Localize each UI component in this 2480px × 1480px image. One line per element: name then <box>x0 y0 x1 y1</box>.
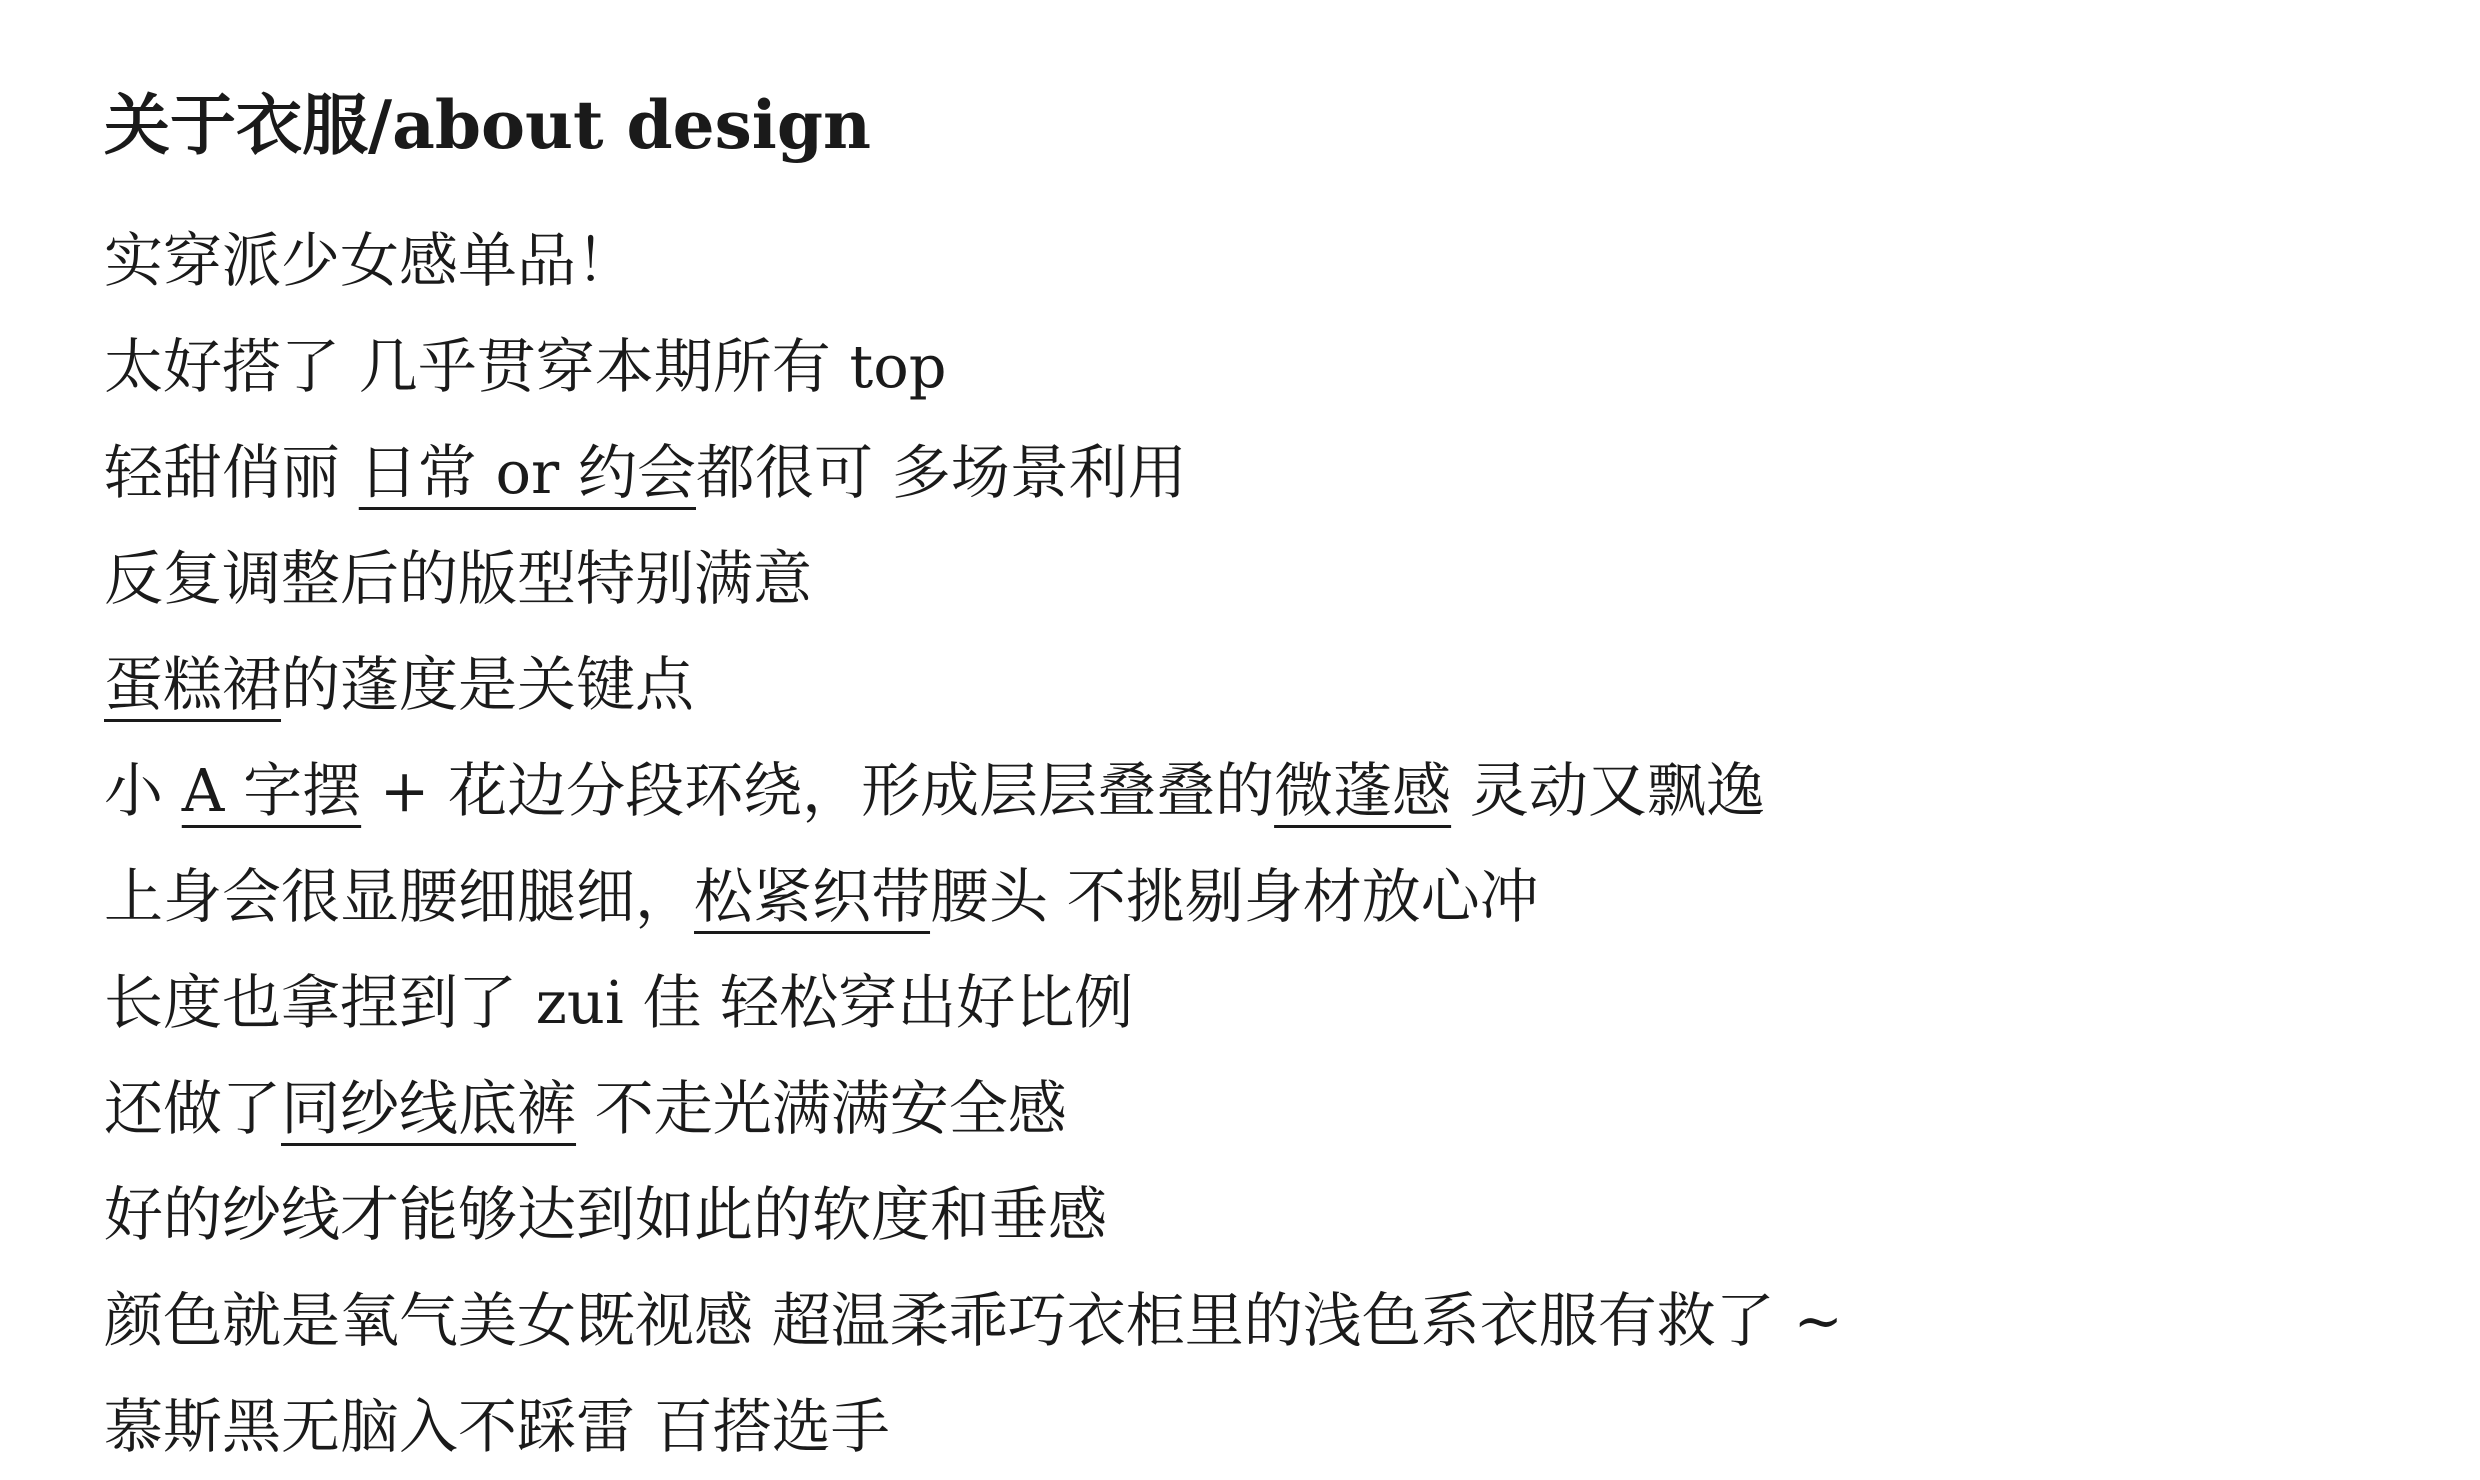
description-line-7 <box>104 844 2404 950</box>
section-title: 关于衣服/about design <box>104 86 871 164</box>
underlined-phrase: 微蓬感 <box>1274 756 1452 825</box>
line-text: 不走光满满安全感 <box>576 1074 1067 1143</box>
line-text: 都很可 多场景利用 <box>696 438 1187 507</box>
underlined-phrase: A 字摆 <box>181 756 362 825</box>
description-line-9 <box>104 1056 2404 1162</box>
line-text: 太好搭了 几乎贯穿本期所有 top <box>104 332 947 401</box>
line-text: 的蓬度是关键点 <box>281 650 695 719</box>
line-text: 反复调整后的版型特别满意 <box>104 544 813 613</box>
line-text: 轻甜俏丽 <box>104 438 359 507</box>
description-line-4 <box>104 526 2404 632</box>
underlined-phrase: 同纱线底裤 <box>281 1074 577 1143</box>
line-text: 好的纱线才能够达到如此的软度和垂感 <box>104 1180 1108 1249</box>
line-text: 颜色就是氧气美女既视感 超温柔乖巧衣柜里的浅色系衣服有救了 ~ <box>104 1286 1843 1355</box>
description-line-6 <box>104 738 2404 844</box>
line-text: 灵动又飘逸 <box>1451 756 1765 825</box>
underlined-phrase: 蛋糕裙 <box>104 650 282 719</box>
article <box>104 70 2404 1480</box>
description-line-11 <box>104 1268 2404 1374</box>
description-lines <box>104 208 2404 1480</box>
line-text: 小 <box>104 756 182 825</box>
description-line-1 <box>104 208 2404 314</box>
line-text: 实穿派少女感单品！ <box>104 226 636 295</box>
description-line-5 <box>104 632 2404 738</box>
line-text: 慕斯黑无脑入不踩雷 百搭选手 <box>104 1392 890 1461</box>
line-text: 长度也拿捏到了 zui 佳 轻松穿出好比例 <box>104 968 1134 1037</box>
line-text: 还做了 <box>104 1074 282 1143</box>
description-line-3 <box>104 420 2404 526</box>
line-text: 腰头 不挑剔身材放心冲 <box>930 862 1539 931</box>
line-text: + 花边分段环绕，形成层层叠叠的 <box>361 756 1275 825</box>
description-line-12 <box>104 1374 2404 1480</box>
line-text: 上身会很显腰细腿细， <box>104 862 695 931</box>
underlined-phrase: 日常 or 约会 <box>358 438 696 507</box>
description-line-2 <box>104 314 2404 420</box>
description-line-10 <box>104 1162 2404 1268</box>
underlined-phrase: 松紧织带 <box>694 862 931 931</box>
description-line-8 <box>104 950 2404 1056</box>
